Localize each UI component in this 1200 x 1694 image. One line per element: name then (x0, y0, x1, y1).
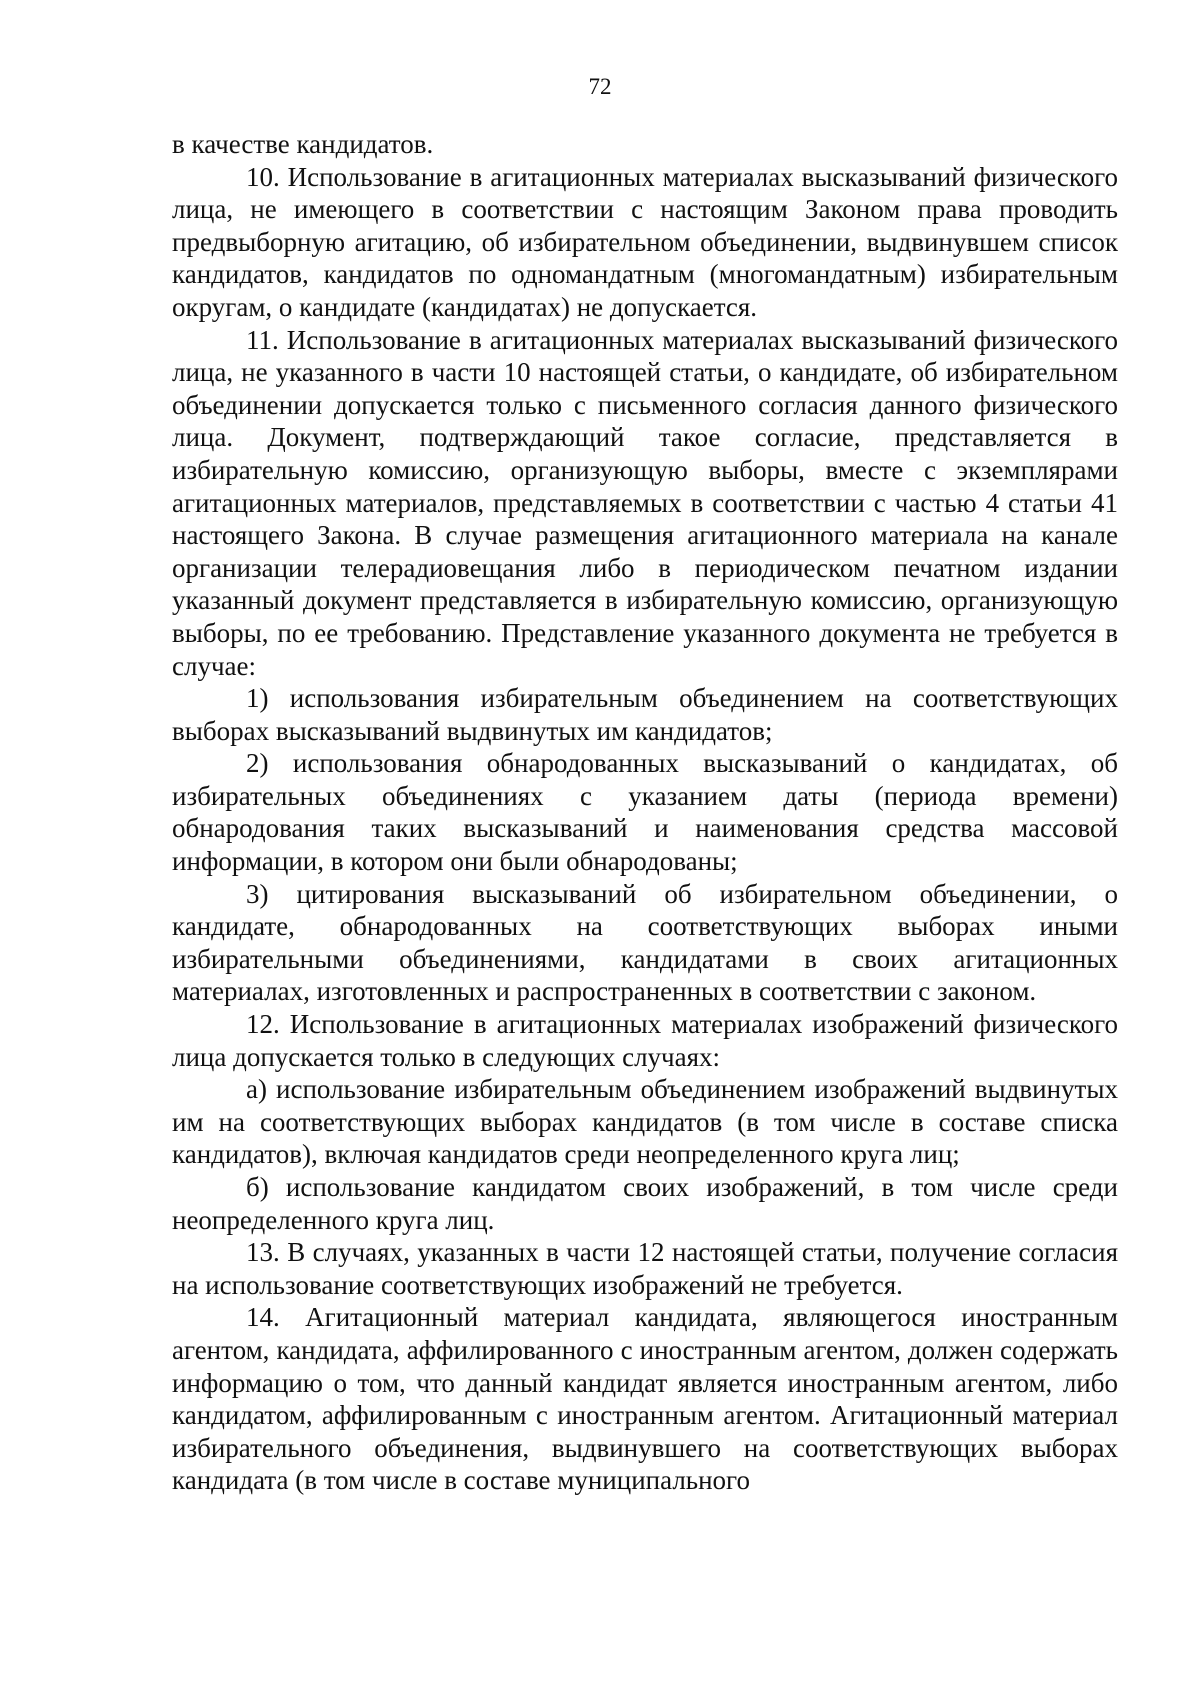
paragraph-item-11: 11. Использование в агитационных материалах высказываний физического лица, не указанного в части 10 настоящей статьи, о кандидате, об избирательном объединении допускается только с письменного согласия данного физического лица. Документ, подтверждающий такое согласие, представляется в избирательную комиссию, организующую выборы, вместе с экземплярами агитационных материалов, представляемых в соответствии с частью 4 статьи 41 настоящего Закона. В случае размещения агитационного материала на канале организации телерадиовещания либо в периодическом печатном издании указанный документ представляется в избирательную комиссию, организующую выборы, по ее требованию. Представление указанного документа не требуется в случае: (172, 324, 1118, 681)
paragraph-continuation: в качестве кандидатов. (172, 129, 434, 159)
paragraph-item-12: 12. Использование в агитационных материалах изображений физического лица допускается только в следующих случаях: (172, 1009, 1118, 1072)
paragraph-item-10: 10. Использование в агитационных материалах высказываний физического лица, не имеющего в соответствии с настоящим Законом права проводить предвыборную агитацию, об избирательном объединении, выдвинувшем список кандидатов, кандидатов по одномандатным (многомандатным) избирательным округам, о кандидате (кандидатах) не допускается. (172, 161, 1118, 322)
paragraph-subitem-2: 2) использования обнародованных высказываний о кандидатах, об избирательных объединениях с указанием даты (периода времени) обнародования таких высказываний и наименования средства массовой информации, в котором они были обнародованы; (172, 748, 1118, 877)
paragraph-item-13: 13. В случаях, указанных в части 12 настоящей статьи, получение согласия на использование соответствующих изображений не требуется. (172, 1237, 1118, 1300)
paragraph-subitem-a: а) использование избирательным объединением изображений выдвинутых им на соответствующих выборах кандидатов (в том числе в составе списка кандидатов), включая кандидатов среди неопределенного круга лиц; (172, 1074, 1118, 1170)
paragraph-subitem-3: 3) цитирования высказываний об избирательном объединении, о кандидате, обнародованных на соответствующих выборах иными избирательными объединениями, кандидатами в своих агитационных материалах, изготовленных и распространенных в соответствии с законом. (172, 878, 1118, 1007)
page-number: 72 (588, 74, 612, 99)
document-body (172, 128, 1118, 1497)
paragraph-subitem-b: б) использование кандидатом своих изображений, в том числе среди неопределенного круга лиц. (172, 1172, 1118, 1235)
paragraph-item-14: 14. Агитационный материал кандидата, являющегося иностранным агентом, кандидата, аффилированного с иностранным агентом, должен содержать информацию о том, что данный кандидат является иностранным агентом, либо кандидатом, аффилированным с иностранным агентом. Агитационный материал избирательного объединения, выдвинувшего на соответствующих выборах кандидата (в том числе в составе муниципального (172, 1302, 1118, 1496)
paragraph-subitem-1: 1) использования избирательным объединением на соответствующих выборах высказываний выдвинутых им кандидатов; (172, 683, 1118, 746)
